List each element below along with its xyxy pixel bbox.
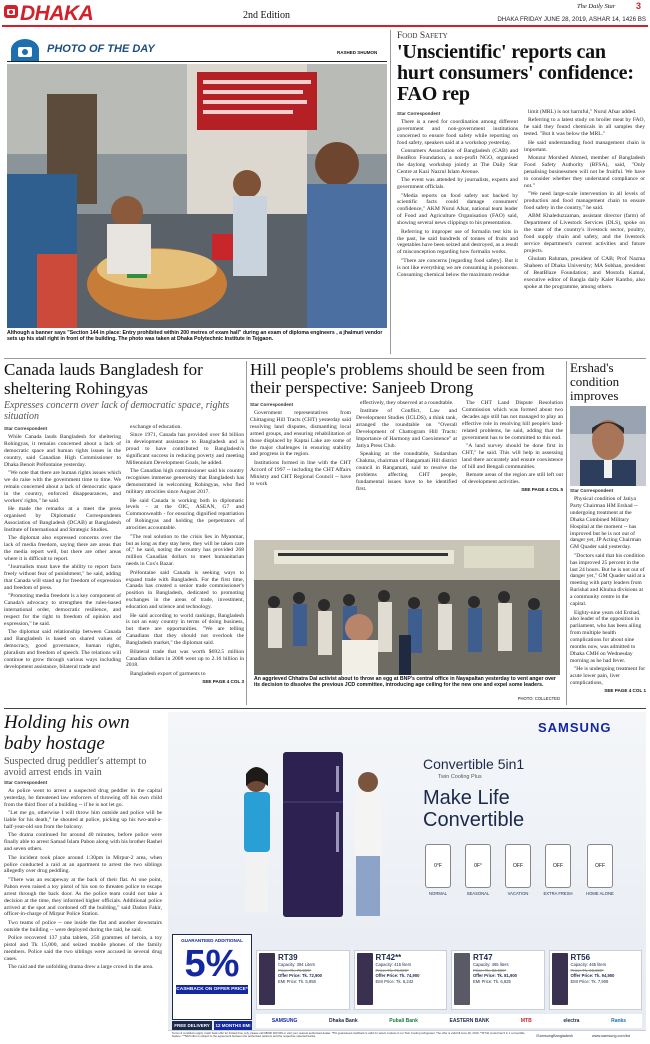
hill-byline: Star Correspondent xyxy=(250,402,294,407)
photo-of-day-image xyxy=(7,64,387,328)
ershad-byline: Star Correspondent xyxy=(570,488,614,493)
mode-home-alone: OFF HOME ALONE xyxy=(580,844,620,896)
fao-byline: Star Correspondent xyxy=(397,111,441,116)
edition-label: 2nd Edition xyxy=(243,10,290,21)
mode-normal: 0°F NORMAL xyxy=(420,844,456,896)
bank-logo: EASTERN BANK xyxy=(449,1018,490,1024)
ershad-see-page: SEE PAGE 4 COL 1 xyxy=(604,688,646,694)
fao-col2: limit (MRL) is not harmful," Nurul Afsar added. Referring to a latest study on broiler meat by FAO, he said they found chemicals in all samples they tested. "But it was below the MRL." He said understanding food management chain is important. Monzur Morshed Ahmed, member of Bangladesh Food Safety Authority (BFSA), said, "Only penalising businessmen will not be fruitful. We have to consider whether they understand compliance or not." "We need large-scale intervention in all levels of production and food management chain to ensure food safety in the country," he said. ABM Khaleduzzaman, assistant director (farm) of Department of Livestock Services (DLS), spoke on the state of the country's livestock sector, poultry, food supply chain and safety, and the livestock service department's current activities and future projects. Ghulam Rahman, president of CAB; Prof Nazma Shaheen of Dhaka University; MA Sobhan, president of BeatBlaze Foundation; and Mostofa Kamal, executive editor of Bangla daily Kaler Kantho, also spoke at the programme, among others. xyxy=(524,109,645,290)
ad-fridge-image xyxy=(228,742,398,922)
vertical-rule-3 xyxy=(566,361,567,705)
hill-story xyxy=(250,361,565,541)
fao-story xyxy=(397,31,645,359)
hill-col2: effectively, they observed at a roundtable. Institute of Conflict, Law and Development Studies (ICLDS), a think tank, arranged the roundtable on "Overall Development of Chattogram Hill Tracts: Importance of Harmony and Coexistence" at Jatiya Press Club. Speaking at the roundtable, Sudarshan Chakma, chairman of Rangamati Hill district council in Rangamati, said to resolve the problems affecting CHT people, fundamental issues have to be identified first. xyxy=(356,400,457,492)
canada-col2: exchange of education. Since 1971, Canada has provided over $4 billion in development assistance to Bangladesh and is proud to have contributed to Bangladesh's significant success in reducing poverty and meeting Millennium Development Goals, he added. The Canadian high commissioner said his country recognises immense generosity that Bangladesh has demonstrated in welcoming Rohingyas, who fled military atrocities since August 2017. He said Canada is working both in diplomatic levels - at the OIC, ASEAN, G7 and Commonwealth - for ensuring dignified repatriation of Rohingyas and holding the perpetrators of atrocities accountable. "The real solution to the crisis lies in Myanmar, but as long as they stay here, they will be taken care of," he said, noting the country has provided 268 million Canadian dollars to meet humanitarian needs in Cox's Bazar. Préfontaine said Canada is seeking ways to expand trade with Bangladesh. For the first time, Canada has created a senior trade commissioner's position in Bangladesh, dedicated to promoting exchanges in the areas of trade, investment, education and science and technology. He said according to world rankings, Bangladesh is not an easy country in terms of doing business, but there are opportunities. "We are telling Canadians that they should not overlook the Bangladesh market," the diplomat said. Bilateral trade that was worth $692.5 million Canadian dollars in 2008 went up to 2.16 billion in 2018. Bangladesh export of garments to xyxy=(126,424,244,677)
bank-logo: MTB xyxy=(520,1018,532,1024)
ad-terms: Terms & conditions apply. Cash back offer for limited time only, please call 08000 300 300 or visit your nearest authorised dealer. *5% guaranteed cashback is valid for select models of our Twin Cooling refrigerator. The offer is valid till June 30, 2019. **RT42 model has 5 in 1 convertible feature. ***EMI offer is subject to the agreement between the authorised partners and the respective selected banks. xyxy=(172,1032,525,1039)
hill-photo xyxy=(254,540,560,675)
hostage-text: As police went to arrest a suspected drug peddler in the capital yesterday, he threatened law enforcers of throwing off his own child from the third floor of a building -- if he is not let go. "Let me go, otherwise I will throw him outside and police will be liable for his death," he shouted at police, picking up his two-and-a-half-year-old son from the balcony. The drama continued for around 40 minutes, before police were finally able to arrest Samad Islam Pabon along with his brother Rashel and seven others. The incident took place around 1:30pm in Mirpur-2 area, when police conducted a raid at an apartment to arrest the two siblings allegedly over drug peddling. "There was an escapeway at the back of their flat. At one point, Pabon even raised a toy pistol of his son to threaten police to escape arrest through the back door. As the police team could not take a decision at the time, they informed higher officials. Additional police arrived at the spot and cordoned off the building," said Dadon Fakir, officer-in-charge of Mirpur Police Station. Two teams of police -- one inside the flat and another downstairs outside the building -- were deployed during the raid, he said. Police recovered 137 yaba tablets, 250 grammes of heroin, a toy pistol and Tk 15,000, and seized mobile phones of the family members. Police said the two siblings were accused in several drug cases. The raid and the unfolding drama drew a large crowd in the area. xyxy=(4,788,162,971)
ad-product-sub: Twin Cooling Plus xyxy=(438,774,482,780)
canada-col1: While Canada lauds Bangladesh for sheltering Rohingyas, it remains concerned about a lack of democratic space and human rights issues in the country, said Canadian High Commissioner to Dhaka Benoit Préfontaine yesterday. "We note that there are human rights issues which we do raise with the government time to time. We remain concerned about a lack of democratic space in the country, enforced disappearances, and workers' rights," he said. He made the remarks at a meet the press organised by Diplomatic Correspondents Association of Bangladesh (DCAB) at Bangladesh Institute of International and Strategic Studies. The diplomat also expressed concerns over the lack of media freedom, saying there are areas that the media report well, but there are other areas where it is difficult to report. "Journalists must have the ability to report facts freely without fear of punishment," he said, adding that Canada will stand up for freedom of expression and freedom of press. "Promoting media freedom is a key component of Canada's advocacy to strengthen the rules-based international order, democratic resilience, and respect for the right to freedom of opinion and expression," he said. The diplomat said relationship between Canada and Bangladesh is based on shared values of democracy, good governance, human rights, pluralism and freedom of speech. The relations will continue to grow through various ways including development assistance, bilateral trade and xyxy=(4,434,121,670)
dateline: DHAKA FRIDAY JUNE 28, 2019, ASHAR 14, 1426 BS xyxy=(497,16,646,23)
ershad-story xyxy=(570,361,646,707)
ad-brand: SAMSUNG xyxy=(538,720,612,735)
photo-of-day-caption: Although a banner says "Section 144 in place: Entry prohibited within 200 metres of exam hall" during an exam of diploma engineers , a jhalmuri vendor sets up his stall right in front of the building. The photo was taken at Dhaka Polytechnic Institute in Tejgaon. xyxy=(7,330,383,343)
page-number: 3 xyxy=(636,1,642,11)
masthead xyxy=(0,0,650,26)
horizontal-rule-2 xyxy=(4,708,646,709)
hill-col1: Government representatives from Chittagong Hill Tracts (CHT) yesterday said resolving land disputes, dismantling local armed groups, and ensuring rehabilitation of those displaced by Kaptai Lake are some of the major challenges in ensuring stability and progress in the region. Institutions formed in line with the CHT Accord of 1997 -- including the CHT Affairs Ministry and CHT Regional Council -- have to work xyxy=(250,410,351,487)
mode-vacation: OFF VACATION xyxy=(500,844,536,896)
ad-terms-bar xyxy=(168,1030,646,1042)
canada-see-page: SEE PAGE 4 COL 3 xyxy=(202,679,244,685)
section-logo: DHAKA xyxy=(20,2,94,25)
ad-bank-strip xyxy=(256,1014,642,1028)
photo-of-day-label: PHOTO OF THE DAY xyxy=(47,43,155,55)
camera-icon xyxy=(4,5,18,18)
model-card: RT47 Capacity: 465 liters Price: Tk. 80,900* Offer Price: Tk. 81,900 EMI Price: Tk. 6,825 xyxy=(451,950,545,1010)
ad-modes xyxy=(418,844,623,914)
canada-story xyxy=(4,361,244,707)
bank-logo: Dhaka Bank xyxy=(329,1018,358,1024)
ad-product-line: Convertible 5in1 xyxy=(423,756,525,772)
mode-seasonal: 0F° SEASONAL xyxy=(460,844,496,896)
hostage-subhead: Suspected drug peddler's attempt to avoid arrest ends in vain xyxy=(4,756,147,778)
hill-photo-caption: An aggrieved Chhatra Dal activist about to throw an egg at BNP's central office in Nayapaltan yesterday to vent anger over its decision to dissolve the previous JCD committee, introducing age ceiling for the new one and expel some leaders. xyxy=(254,676,556,689)
paper-name: The Daily Star xyxy=(577,3,616,10)
bank-logo: Pubali Bank xyxy=(389,1018,418,1024)
canada-headline: Canada lauds Bangladesh for sheltering Rohingyas xyxy=(4,361,203,398)
ad-web: www.samsung.com/bd xyxy=(592,1034,630,1038)
canada-subhead: Expresses concern over lack of democratic space, rights situation xyxy=(4,400,230,422)
ad-model-cards xyxy=(256,950,642,1010)
masthead-rule xyxy=(2,25,648,27)
photo-of-day-icon xyxy=(11,39,39,61)
fao-col1: There is a need for coordination among different government and non-government institutions concerned to ensure food safety while reporting on food safety, speakers said at a workshop yesterday. Consumers Association of Bangladesh (CAB) and BeatBox Foundation, a non-profit NGO, organised the daylong workshop jointly at The Daily Star Centre at Kazi Nazrul Islam Avenue. The event was attended by journalists, experts and government officials. "Media reports on food safety not backed by scientific facts could damage consumers' confidence," AKM Nurul Afsar, national team leader of Food and Agriculture Organisation (FAO) said, showing several news clippings to his presentation. Referring to improper use of formalin test kits in the past, he said hundreds of tonnes of fruits and vegetables have been seized and destroyed, as a result of misconception regarding how formalin works. "There are concerns [regarding food safety]. But it is not like everything we are consuming is poisonous. Consuming chemical below the maximum residue xyxy=(397,119,518,278)
fao-kicker: Food Safety xyxy=(397,31,448,41)
hill-col3: The CHT Land Dispute Resolution Commission which was formed about two decades ago still has not managed to play an effective role in resolving hill people's land-related problems, he said, adding that the government has to be committed to this end. "A land survey should be done first in CHT," he said. This will help in assessing land there accurately and ensure coexistence of hill and Bengali communities. Remote areas of the region are still left out of development activities. xyxy=(462,400,563,485)
ad-emi: 12 MONTHS EMI xyxy=(214,1021,252,1031)
hill-photo-credit: PHOTO: COLLECTED xyxy=(517,696,560,701)
bank-logo: SAMSUNG xyxy=(271,1018,298,1024)
horizontal-rule-1 xyxy=(4,358,646,359)
hill-see-page: SEE PAGE 4 COL 5 xyxy=(521,487,563,493)
hostage-headline: Holding his own baby hostage xyxy=(4,712,130,754)
model-card: RT42** Capacity: 415 liters Price: Tk. 79,900* Offer Price: Tk. 74,900 EMI Price: Tk. 6,242 xyxy=(354,950,448,1010)
ad-free-delivery: FREE DELIVERY xyxy=(172,1021,212,1031)
mode-extra-fresh: OFF EXTRA FRESH xyxy=(540,844,576,896)
hostage-story xyxy=(4,712,162,1044)
hostage-byline: Star Correspondent xyxy=(4,780,48,785)
fao-headline: 'Unscientific' reports can hurt consumers' confidence: FAO rep xyxy=(397,41,634,105)
ad-tagline-1: Make Life xyxy=(423,787,510,809)
ad-guarantee: GUARANTEED ADDITIONAL 5% CASHBACK ON OFFER PRICE* xyxy=(172,934,252,1020)
photo-credit: RASHED SHUMON xyxy=(337,50,378,55)
vertical-rule-2 xyxy=(246,361,247,705)
ad-tagline-2: Convertible xyxy=(423,809,525,831)
samsung-ad xyxy=(168,712,646,1042)
ershad-text: Physical condition of Jatiya Party Chairman HM Ershad -- undergoing treatment at the Dhaka Combined Military Hospital at the moment -- has improved but he is not out of danger yet, JP Acting Chairman GM Quader said yesterday. "Doctors said that his condition has improved 25 percent in the last 24 hours. But he is not out of danger yet," GM Quader said at a meeting with party leaders from Barishal and Khulna divisions at a community centre in the capital. Eighty-nine years old Ershad, also leader of the opposition in parliament, who has been ailing from multiple health complications for about nine months now, was admitted to Dhaka CMH on Wednesday morning as he had fever. "He is undergoing treatment for acute lower pain, liver complications, xyxy=(570,496,646,687)
ershad-headline: Ershad's condition improves xyxy=(570,361,620,403)
canada-byline: Star Correspondent xyxy=(4,426,48,431)
vertical-rule-1 xyxy=(390,30,391,354)
model-card: RT39 Capacity: 394 Liters Price: Tk. 79,900* Offer Price: Tk. 72,900 EMI Price: Tk. 5,958 xyxy=(256,950,350,1010)
ershad-photo xyxy=(570,406,646,486)
bank-logo: electra xyxy=(563,1018,580,1024)
model-card: RT56 Capacity: 465 liters Price: Tk. 95,900* Offer Price: Tk. 94,900 EMI Price: Tk. 7,908 xyxy=(549,950,643,1010)
photo-of-day-header xyxy=(7,38,387,62)
ad-social: /SamsungBangladesh xyxy=(536,1034,574,1038)
bank-logo: Ranks xyxy=(611,1018,627,1024)
hill-headline: Hill people's problems should be seen from their perspective: Sanjeeb Drong xyxy=(250,361,545,397)
